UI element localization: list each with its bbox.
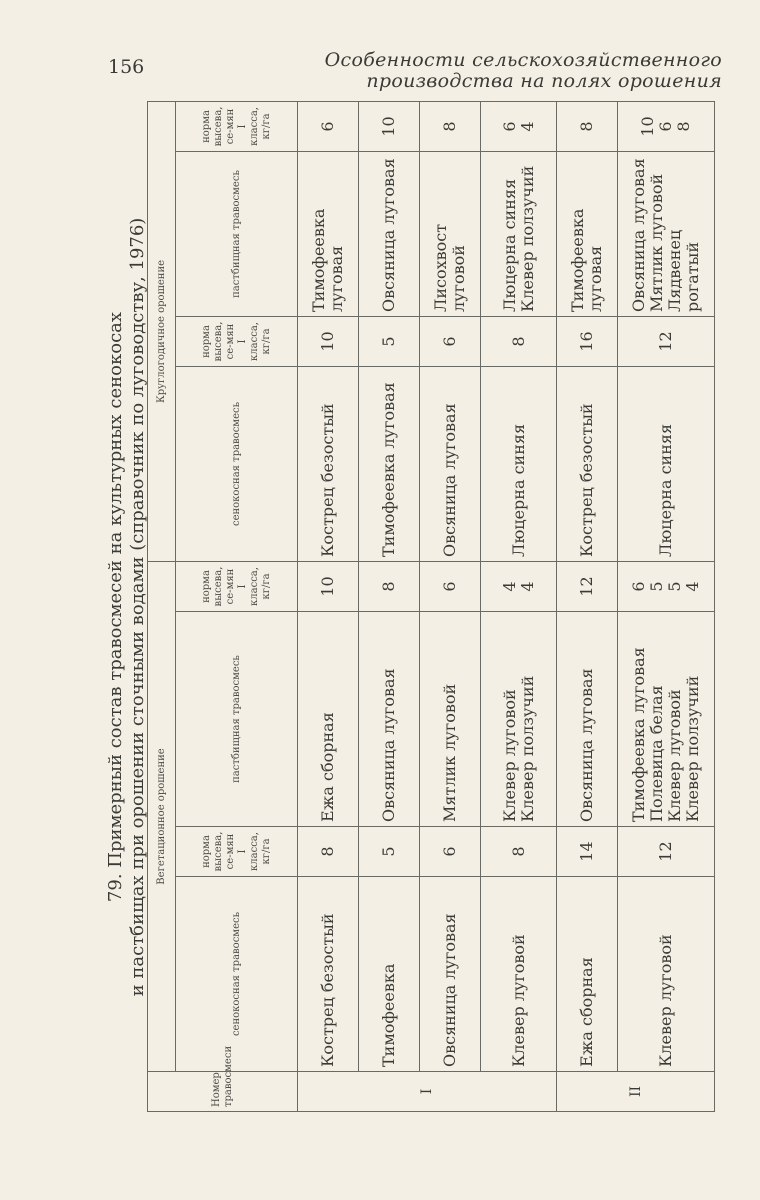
group-label: I xyxy=(298,1072,557,1112)
table-row xyxy=(359,101,420,1111)
cir-hay-cell: Тимофеевка луговая xyxy=(359,366,420,561)
cir-pasture-rate-cell: 6 xyxy=(298,101,359,151)
cir-hay-cell: Кострец безостый xyxy=(557,366,618,561)
veg-hay-rate-cell: 8 xyxy=(298,827,359,877)
veg-hay-cell: Клевер луговой xyxy=(481,877,557,1072)
veg-hay-cell: Клевер луговой xyxy=(618,877,715,1072)
veg-pasture-rate-cell: 12 xyxy=(557,561,618,611)
running-head: Особенности сельскохозяйственного производства на полях орошения xyxy=(324,49,722,92)
caption-line-2: и пастбищах при орошении сточными водами (справочник по луговодству, 1976) xyxy=(127,217,148,997)
header-seeding-rate: норма высева, се-мян I класса, кг/га xyxy=(176,101,298,151)
cir-pasture-rate-cell: 8 xyxy=(420,101,481,151)
header-circular-irrigation: Круглогодичное орошение xyxy=(148,101,176,561)
veg-hay-cell: Овсяница луговая xyxy=(420,877,481,1072)
veg-hay-cell: Ежа сборная xyxy=(557,877,618,1072)
cir-pasture-cell: Овсяница луговая Мятлик луговой Лядвенец рогатый xyxy=(618,151,715,316)
veg-pasture-cell: Ежа сборная xyxy=(298,612,359,827)
veg-pasture-cell: Тимофеевка луговая Полевица белая Клевер луговой Клевер ползучий xyxy=(618,612,715,827)
cir-hay-rate-cell: 10 xyxy=(298,316,359,366)
cir-hay-cell: Овсяница луговая xyxy=(420,366,481,561)
cir-hay-cell: Люцерна синяя xyxy=(481,366,557,561)
header-pasture-mixture: пастбищная травосмесь xyxy=(176,151,298,316)
veg-pasture-cell: Овсяница луговая xyxy=(557,612,618,827)
cir-pasture-rate-cell: 10 xyxy=(359,101,420,151)
veg-hay-rate-cell: 14 xyxy=(557,827,618,877)
veg-pasture-rate-cell: 6 5 5 4 xyxy=(618,561,715,611)
cir-pasture-cell: Люцерна синяя Клевер ползучий xyxy=(481,151,557,316)
table-caption xyxy=(95,102,155,1112)
veg-pasture-rate-cell: 4 4 xyxy=(481,561,557,611)
cir-pasture-rate-cell: 8 xyxy=(557,101,618,151)
veg-hay-rate-cell: 12 xyxy=(618,827,715,877)
header-pasture-mixture: пастбищная травосмесь xyxy=(176,612,298,827)
veg-pasture-cell: Овсяница луговая xyxy=(359,612,420,827)
table-row xyxy=(420,101,481,1111)
header-mixture-number: Номер травосмеси xyxy=(148,1072,298,1112)
cir-hay-rate-cell: 8 xyxy=(481,316,557,366)
cir-pasture-rate-cell: 10 6 8 xyxy=(618,101,715,151)
cir-hay-cell: Кострец безостый xyxy=(298,366,359,561)
header-hay-mixture: сенокосная травосмесь xyxy=(176,877,298,1072)
veg-pasture-cell: Клевер луговой Клевер ползучий xyxy=(481,612,557,827)
table-row xyxy=(618,101,715,1111)
veg-hay-rate-cell: 8 xyxy=(481,827,557,877)
grass-mixture-table xyxy=(147,101,715,1112)
cir-hay-rate-cell: 6 xyxy=(420,316,481,366)
header-seeding-rate: норма высева, се-мян I класса, кг/га xyxy=(176,561,298,611)
table-row xyxy=(557,101,618,1111)
cir-hay-rate-cell: 12 xyxy=(618,316,715,366)
veg-pasture-rate-cell: 10 xyxy=(298,561,359,611)
veg-pasture-cell: Мятлик луговой xyxy=(420,612,481,827)
cir-pasture-cell: Тимофеевка луговая xyxy=(298,151,359,316)
rotated-table-block xyxy=(95,102,720,1112)
cir-pasture-rate-cell: 6 4 xyxy=(481,101,557,151)
veg-pasture-rate-cell: 6 xyxy=(420,561,481,611)
cir-pasture-cell: Лисохвост луговой xyxy=(420,151,481,316)
veg-hay-cell: Кострец безостый xyxy=(298,877,359,1072)
cir-pasture-cell: Овсяница луговая xyxy=(359,151,420,316)
header-seeding-rate: норма высева, се-мян I класса, кг/га xyxy=(176,316,298,366)
cir-hay-rate-cell: 5 xyxy=(359,316,420,366)
veg-pasture-rate-cell: 8 xyxy=(359,561,420,611)
veg-hay-rate-cell: 5 xyxy=(359,827,420,877)
cir-hay-rate-cell: 16 xyxy=(557,316,618,366)
caption-line-1: 79. Примерный состав травосмесей на культурных сенокосах xyxy=(105,311,126,903)
veg-hay-rate-cell: 6 xyxy=(420,827,481,877)
group-label: II xyxy=(557,1072,715,1112)
table-row xyxy=(481,101,557,1111)
cir-pasture-cell: Тимофеевка луговая xyxy=(557,151,618,316)
header-seeding-rate: норма высева, се-мян I класса, кг/га xyxy=(176,827,298,877)
page-number: 156 xyxy=(108,56,145,78)
header-hay-mixture: сенокосная травосмесь xyxy=(176,366,298,561)
header-vegetative-irrigation: Вегетационное орошение xyxy=(148,561,176,1071)
cir-hay-cell: Люцерна синяя xyxy=(618,366,715,561)
veg-hay-cell: Тимофеевка xyxy=(359,877,420,1072)
table-row xyxy=(298,101,359,1111)
